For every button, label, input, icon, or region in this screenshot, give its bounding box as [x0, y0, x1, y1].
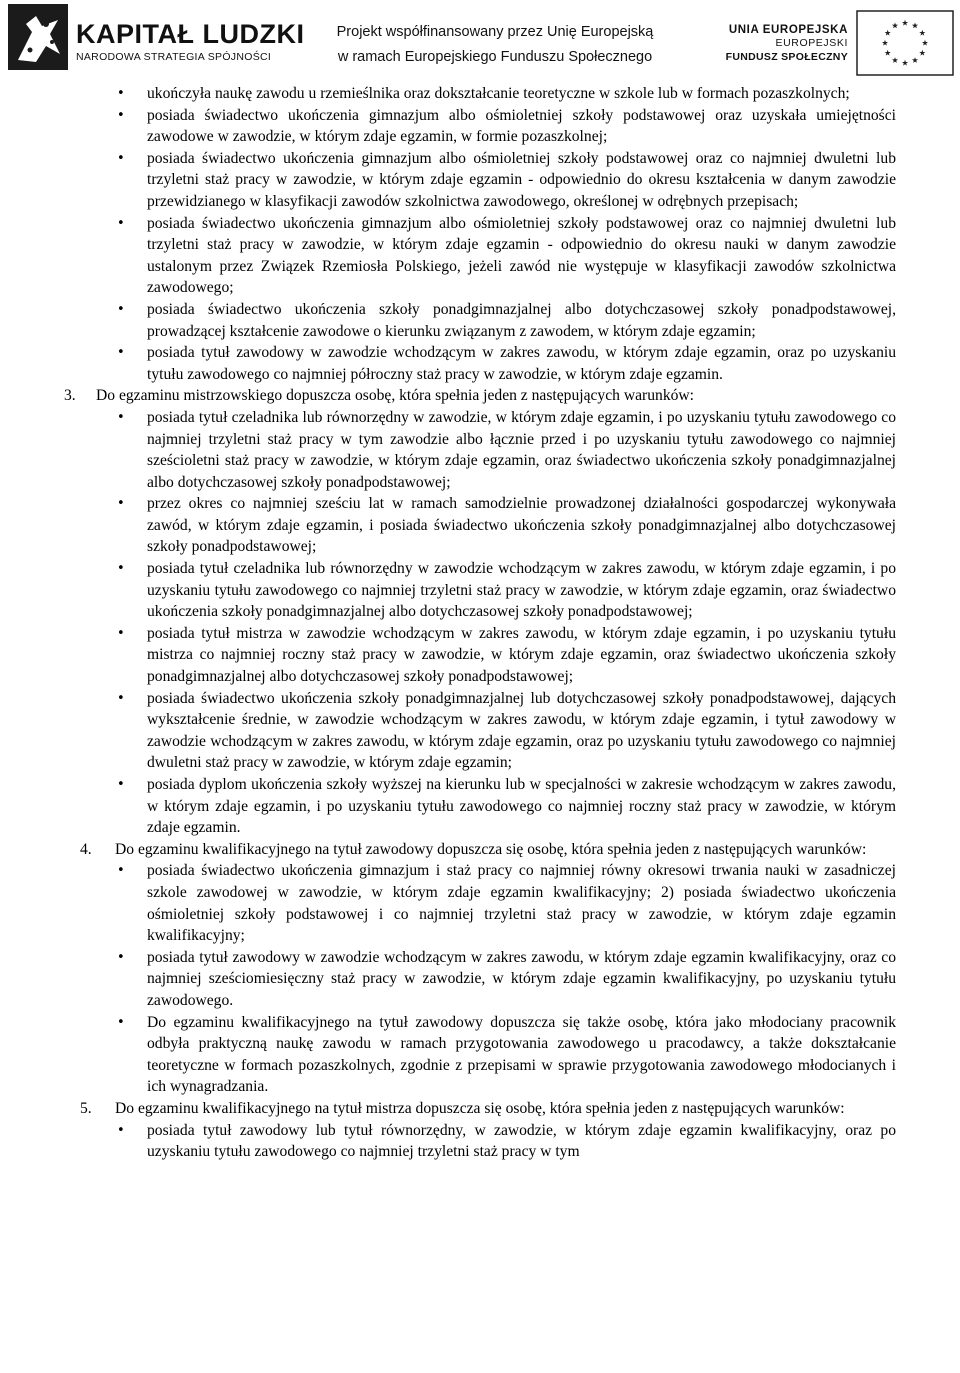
numbered-paragraph	[0, 1098, 960, 1120]
paragraph-number: 4.	[80, 840, 92, 858]
paragraph-text: Do egzaminu kwalifikacyjnego na tytuł zawodowy dopuszcza się osobę, która spełnia jeden z następujących warunków:	[115, 840, 867, 858]
project-funding-note	[330, 20, 660, 70]
logo-title: KAPITAŁ LUDZKI	[76, 19, 305, 49]
list-item: • posiada świadectwo ukończenia gimnazjum albo ośmioletniej szkoły podstawowej oraz uzyskała umiejętności zawodowe w zawodzie, w którym zdaje egzamin, w formie pozaszkolnej;	[0, 105, 960, 148]
list-item: • posiada dyplom ukończenia szkoły wyższej na kierunku lub w specjalności w zakresie wchodzącym w zakres zawodu, w którym zdaje egzamin, i po uzyskaniu tytułu zawodowego co najmniej roczny staż pracy w zawodzie, w którym zdaje egzamin.	[0, 774, 960, 839]
list-item: • posiada tytuł zawodowy lub tytuł równorzędny, w zawodzie, w którym zdaje egzamin kwalifikacyjny, oraz po uzyskaniu tytułu zawodowego co najmniej trzyletni staż pracy w tym	[0, 1120, 960, 1163]
project-line-2: w ramach Europejskiego Funduszu Społecznego	[337, 49, 653, 65]
list-item: • przez okres co najmniej sześciu lat w ramach samodzielnie prowadzonej działalności gospodarczej wykonywała zawód, w którym zdaje egzamin, i posiada świadectwo ukończenia szkoły ponadgimnazjalnej albo dotychczasowej szkoły ponadpodstawowej;	[0, 493, 960, 558]
paragraph-number: 5.	[80, 1099, 92, 1117]
eu-line-2: EUROPEJSKI	[775, 37, 848, 49]
list-item: • posiada tytuł czeladnika lub równorzędny w zawodzie wchodzącym w zakres zawodu, w którym zdaje egzamin, i po uzyskaniu tytułu zawodowego co najmniej trzyletni staż pracy w zawodzie, w którym zdaje egzamin, oraz świadectwo ukończenia szkoły ponadgimnazjalnej albo dotychczasowej szkoły ponadpodstawowej;	[0, 558, 960, 623]
numbered-paragraph	[0, 839, 960, 861]
list-item: • Do egzaminu kwalifikacyjnego na tytuł zawodowy dopuszcza się także osobę, która jako młodociany pracownik odbyła praktyczną naukę zawodu w ramach przygotowania zawodowego u pracodawcy, a także dokształcanie teoretyczne w formach pozaszkolnych, zgodnie z przepisami w sprawie przygotowania zawodowego młodocianych i ich wynagradzania.	[0, 1012, 960, 1098]
list-item: • posiada tytuł zawodowy w zawodzie wchodzącym w zakres zawodu, w którym zdaje egzamin kwalifikacyjny, oraz co najmniej sześciomiesięczny staż pracy w zawodzie, w którym zdaje egzamin kwalifikacyjny, po uzyskaniu tytułu zawodowego.	[0, 947, 960, 1012]
list-item: • posiada świadectwo ukończenia gimnazjum albo ośmioletniej szkoły podstawowej oraz co najmniej dwuletni lub trzyletni staż pracy w zawodzie, w którym zdaje egzamin - odpowiednio do okresu nauki w danym zawodzie ustalonym przez Związek Rzemiosła Polskiego, jeżeli zawód nie występuje w klasyfikacji zawodów szkolnictwa zawodowego;	[0, 213, 960, 299]
kapital-ludzki-logo-icon	[6, 2, 70, 72]
list-item: • ukończyła naukę zawodu u rzemieślnika oraz dokształcanie teoretyczne w szkole lub w formach pozaszkolnych;	[0, 83, 960, 105]
list-item: • posiada świadectwo ukończenia szkoły ponadgimnazjalnej albo dotychczasowej szkoły ponadpodstawowej, prowadzącej kształcenie zawodowe o kierunku związanym z zawodem, w którym zdaje egzamin;	[0, 299, 960, 342]
paragraph-number: 3.	[64, 387, 76, 405]
logo-subtitle: NARODOWA STRATEGIA SPÓJNOŚCI	[76, 51, 272, 63]
kapital-ludzki-wordmark	[76, 20, 304, 63]
list-item: • posiada tytuł mistrza w zawodzie wchodzącym w zakres zawodu, w którym zdaje egzamin, i po uzyskaniu tytułu mistrza co najmniej roczny staż pracy w zawodzie, w którym zdaje egzamin, oraz świadectwo ukończenia szkoły ponadgimnazjalnej albo dotychczasowej szkoły ponadpodstawowej;	[0, 623, 960, 688]
eu-line-1: UNIA EUROPEJSKA	[728, 24, 848, 36]
document-body	[0, 83, 960, 1163]
list-item: • posiada tytuł czeladnika lub równorzędny w zawodzie, w którym zdaje egzamin, i po uzyskaniu tytułu zawodowego co najmniej trzyletni staż pracy w tym zawodzie albo łącznie przed i po uzyskaniu tytułu zawodowego co najmniej sześcioletni staż pracy w zawodzie, w którym zdaje egzamin, oraz świadectwo ukończenia szkoły ponadgimnazjalnej albo dotychczasowej szkoły ponadpodstawowej;	[0, 407, 960, 493]
eu-wordmark	[724, 23, 848, 64]
list-item: • posiada świadectwo ukończenia gimnazjum i staż pracy co najmniej równy okresowi trwania nauki w zasadniczej szkole zawodowej w zawodzie, w którym zdaje egzamin kwalifikacyjny; 2) posiada świadectwo ukończenia ośmioletniej szkoły podstawowej i co najmniej trzyletni staż pracy w zawodzie, w którym zdaje egzamin kwalifikacyjny;	[0, 860, 960, 946]
list-item: • posiada tytuł zawodowy w zawodzie wchodzącym w zakres zawodu, w którym zdaje egzamin, oraz po uzyskaniu tytułu zawodowego co najmniej półroczny staż pracy w zawodzie, w którym zdaje egzamin.	[0, 342, 960, 385]
eu-line-3: FUNDUSZ SPOŁECZNY	[725, 51, 848, 63]
project-line-1: Projekt współfinansowany przez Unię Europejską	[336, 24, 654, 40]
eu-flag-icon	[856, 10, 954, 76]
paragraph-text: Do egzaminu mistrzowskiego dopuszcza osobę, która spełnia jeden z następujących warunków:	[96, 387, 695, 405]
numbered-paragraph	[0, 385, 960, 407]
list-item: • posiada świadectwo ukończenia szkoły ponadgimnazjalnej lub dotychczasowej szkoły ponadpodstawowej, dających wykształcenie średnie, w zawodzie wchodzącym w zakres zawodu, w którym zdaje egzamin, i tytuł zawodowy w zawodzie wchodzącym w zakres zawodu, w którym zdaje egzamin, oraz po uzyskaniu tytułu zawodowego co najmniej dwuletni staż pracy w zawodzie, w którym zdaje egzamin;	[0, 688, 960, 774]
paragraph-text: Do egzaminu kwalifikacyjnego na tytuł mistrza dopuszcza się osobę, która spełnia jeden z następujących warunków:	[115, 1099, 845, 1117]
list-item: • posiada świadectwo ukończenia gimnazjum albo ośmioletniej szkoły podstawowej oraz co najmniej dwuletni lub trzyletni staż pracy w zawodzie, w którym zdaje egzamin - odpowiednio do okresu kształcenia w danym zawodzie przewidzianego w klasyfikacji zawodów szkolnictwa zawodowego, określonej w odrębnych przepisach;	[0, 148, 960, 213]
page-header	[0, 0, 960, 78]
